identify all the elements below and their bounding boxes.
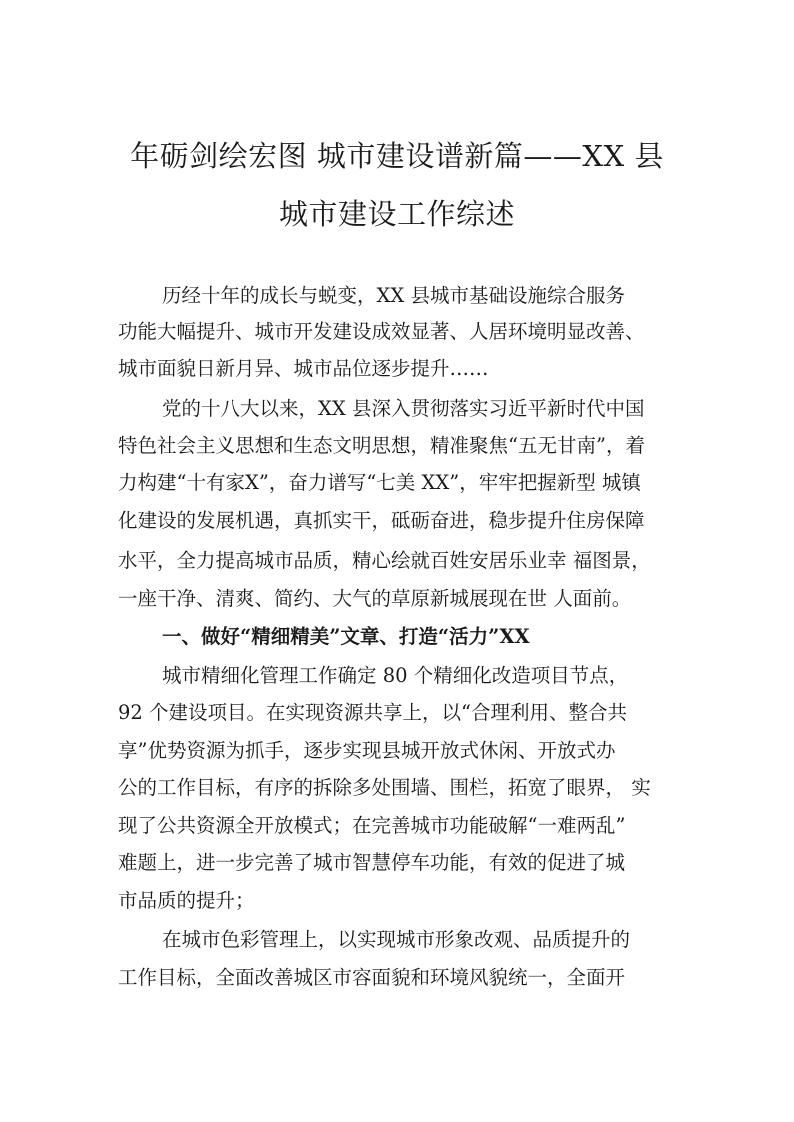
- body-line: 享”优势资源为抓手，逐步实现县城开放式休闲、开放式办: [118, 739, 616, 762]
- body-line: 特色社会主义思想和生态文明思想，精准聚焦“五无甘南”，着: [118, 434, 645, 457]
- body-line: 92 个建设项目。在实现资源共享上，以“合理利用、整合共: [118, 701, 627, 724]
- body-line: 现了公共资源全开放模式；在完善城市功能破解“一难两乱”: [118, 814, 626, 837]
- section-heading: 一、做好“精细精美”文章、打造“活力”XX: [162, 625, 530, 648]
- body-line: 力构建“十有家X”，奋力谱写“七美 XX”，牢牢把握新型 城镇: [118, 471, 641, 494]
- body-line: 化建设的发展机遇，真抓实干，砥砺奋进，稳步提升住房保障: [118, 509, 645, 532]
- body-line: 市品质的提升；: [118, 889, 255, 912]
- body-line: 历经十年的成长与蜕变，XX 县城市基础设施综合服务: [162, 284, 625, 307]
- body-line: 一座干净、清爽、简约、大气的草原新城展现在世 人面前。: [118, 587, 632, 610]
- body-line: 城市精细化管理工作确定 80 个精细化改造项目节点，: [162, 664, 629, 687]
- body-line: 城市面貌日新月异、城市品位逐步提升……: [118, 357, 489, 380]
- body-line: 水平，全力提高城市品质，精心绘就百姓安居乐业幸 福图景，: [118, 549, 651, 572]
- title-line-2: 城市建设工作综述: [278, 197, 515, 231]
- body-line: 公的工作目标，有序的拆除多处围墙、围栏，拓宽了眼界， 实: [118, 776, 651, 799]
- title-line-1: 年砺剑绘宏图 城市建设谱新篇——XX 县: [130, 139, 664, 173]
- body-line: 工作目标，全面改善城区市容面貌和环境风貌统一，全面开: [118, 966, 626, 989]
- body-line: 在城市色彩管理上，以实现城市形象改观、品质提升的: [162, 928, 631, 951]
- body-line: 难题上，进一步完善了城市智慧停车功能，有效的促进了城: [118, 851, 626, 874]
- body-line: 党的十八大以来，XX 县深入贯彻落实习近平新时代中国: [162, 397, 645, 420]
- body-line: 功能大幅提升、城市开发建设成效显著、人居环境明显改善、: [118, 320, 645, 343]
